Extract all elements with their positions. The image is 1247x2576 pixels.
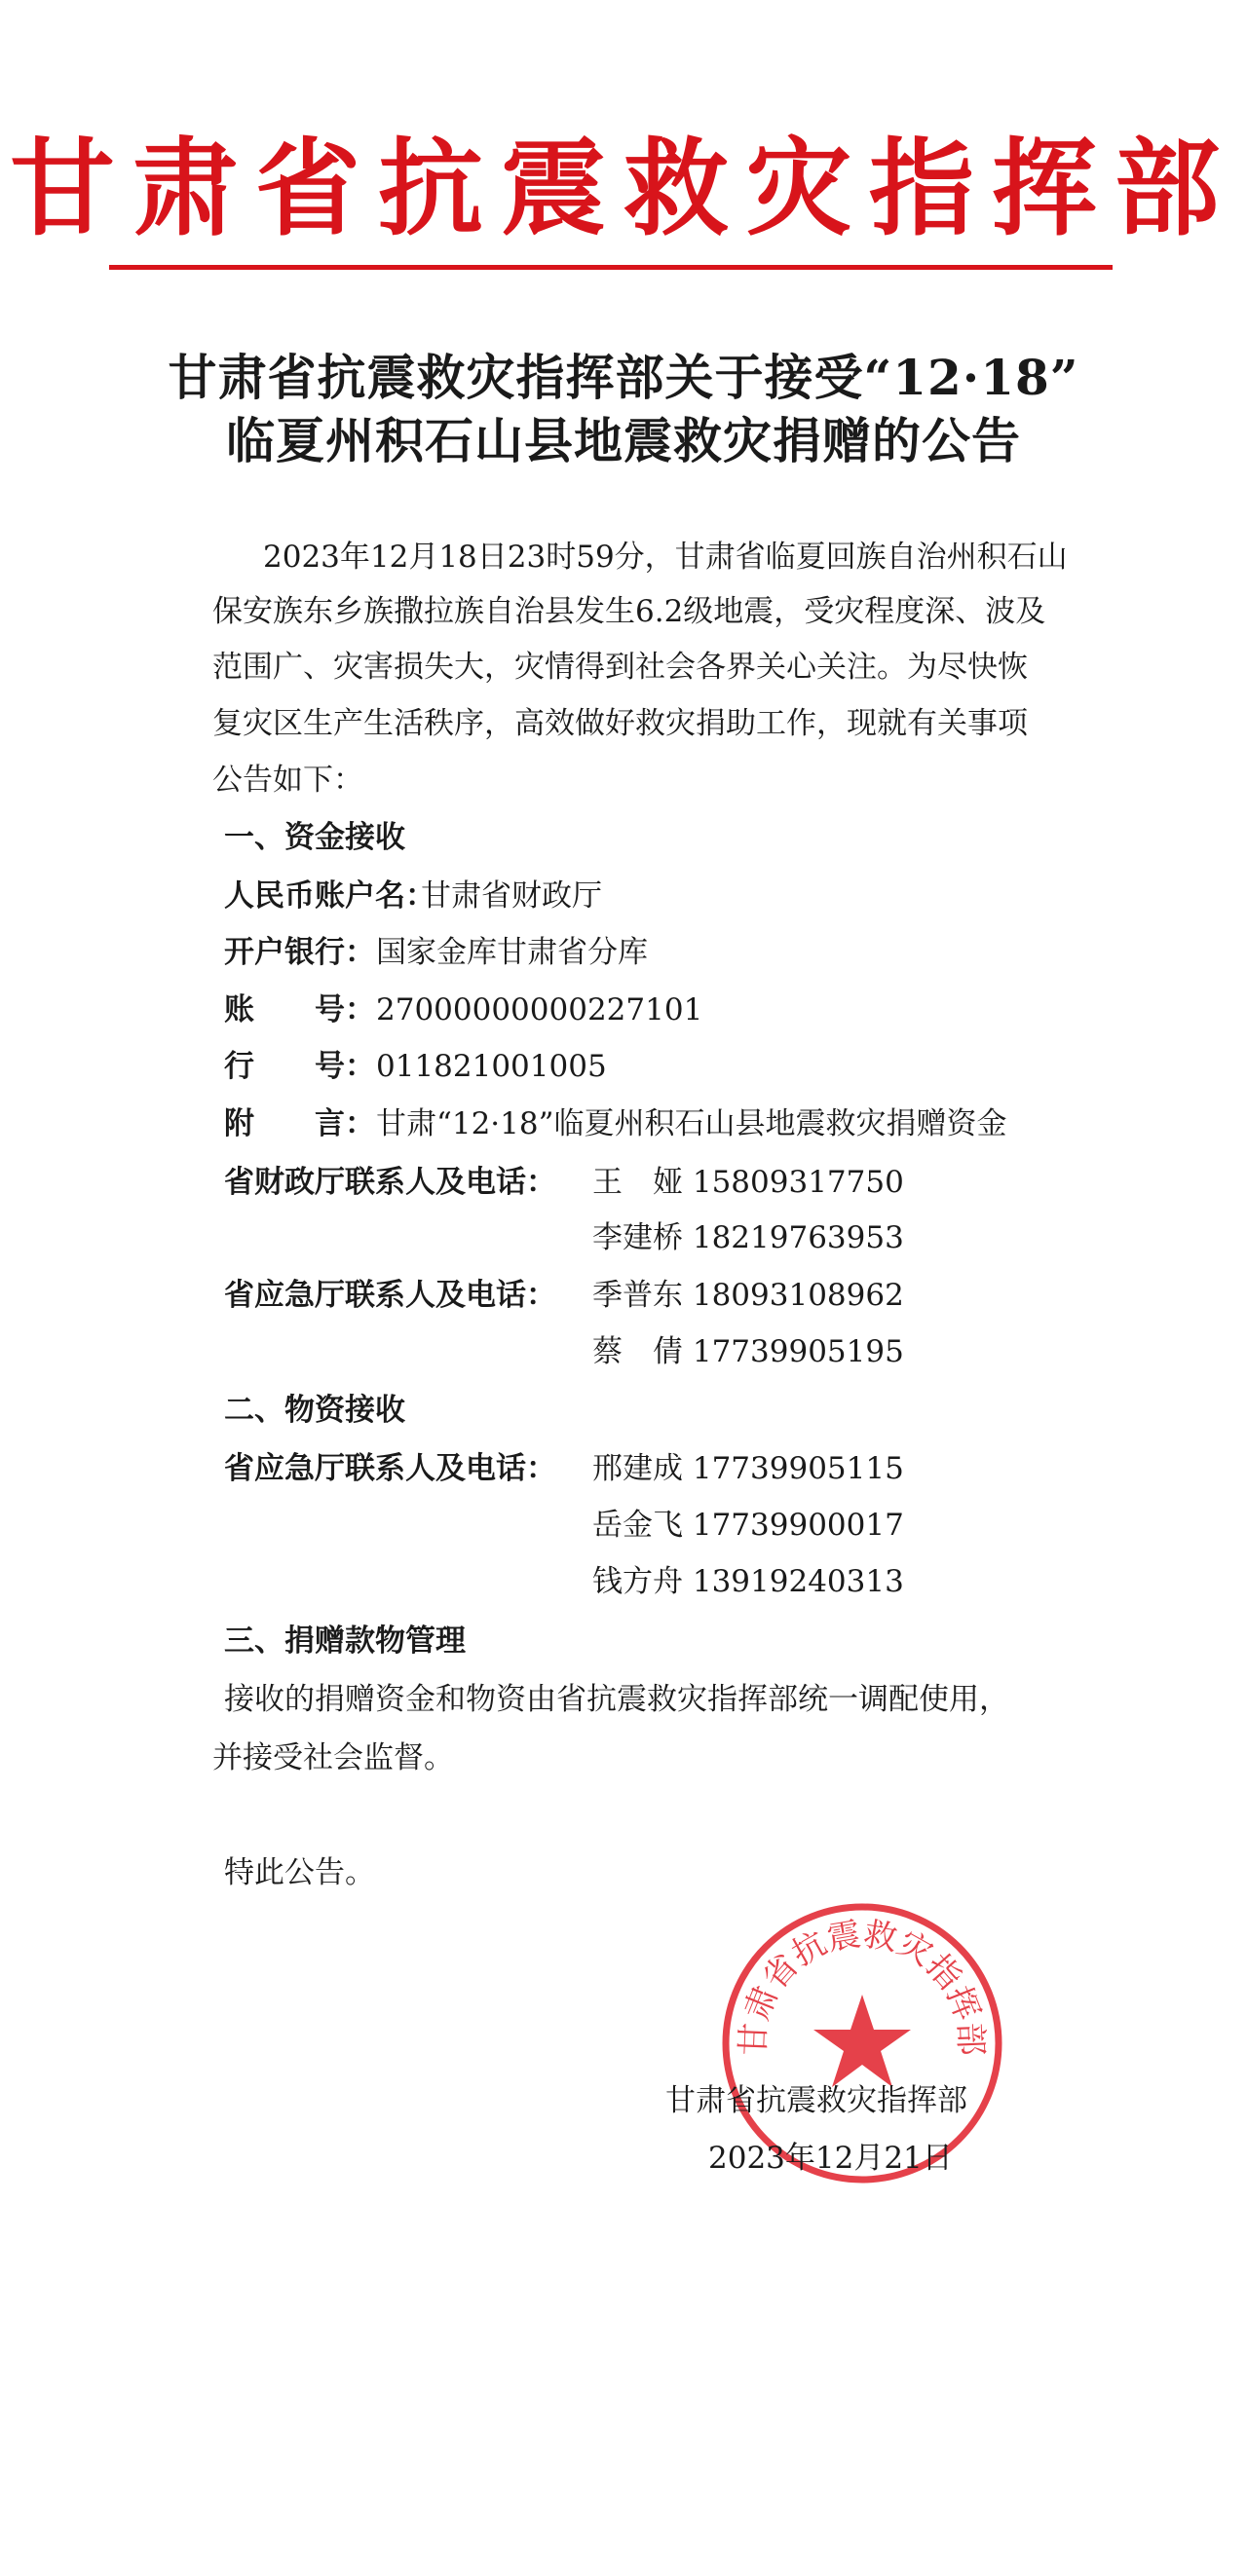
account-number-label: 账 号： (224, 992, 375, 1027)
supplies-contact-2: 岳金飞 17739900017 (592, 1508, 904, 1543)
emergency-contact-1: 季普东 18093108962 (592, 1278, 904, 1313)
supplies-contact-3: 钱方舟 13919240313 (592, 1564, 904, 1599)
finance-contact-2: 李建桥 18219763953 (592, 1220, 904, 1255)
section-2-heading: 二、物资接收 (224, 1393, 405, 1428)
seal-text: 甘肃省抗震救灾指挥部 (734, 1915, 991, 2057)
masthead-title: 甘肃省抗震救灾指挥部 (9, 128, 1237, 250)
document-title-line-2: 临夏州积石山县地震救灾捐赠的公告 (226, 412, 1021, 469)
emergency-contact-2: 蔡 倩 17739905195 (592, 1334, 904, 1369)
account-name-label: 人民币账户名： (224, 878, 435, 914)
signature-organization: 甘肃省抗震救灾指挥部 (665, 2083, 967, 2118)
intro-line-2: 保安族东乡族撒拉族自治县发生6.2级地震，受灾程度深、波及 (212, 594, 1046, 629)
intro-line-5: 公告如下： (212, 763, 363, 798)
intro-line-4: 复灾区生产生活秩序，高效做好救灾捐助工作，现就有关事项 (212, 706, 1028, 741)
masthead-red-rule (109, 265, 1113, 270)
account-number-value: 27000000000227101 (376, 992, 703, 1027)
document-title-line-1: 甘肃省抗震救灾指挥部关于接受“12·18” (168, 349, 1079, 406)
remark-value: 甘肃“12·18”临夏州积石山县地震救灾捐赠资金 (376, 1106, 1007, 1141)
section-1-heading: 一、资金接收 (224, 820, 405, 855)
seal-star-icon (813, 1995, 911, 2087)
intro-line-3: 范围广、灾害损失大，灾情得到社会各界关心关注。为尽快恢 (212, 650, 1028, 685)
supplies-contact-1: 邢建成 17739905115 (592, 1451, 904, 1486)
bank-code-value: 011821001005 (376, 1049, 607, 1084)
section-3-heading: 三、捐赠款物管理 (224, 1624, 466, 1659)
account-name-value: 甘肃省财政厅 (421, 878, 602, 914)
finance-contact-label: 省财政厅联系人及电话： (224, 1165, 556, 1200)
bank-label: 开户银行： (224, 935, 375, 970)
finance-contact-1: 王 娅 15809317750 (592, 1165, 904, 1200)
signature-date: 2023年12月21日 (708, 2141, 953, 2176)
section-3-body-line-1: 接收的捐赠资金和物资由省抗震救灾指挥部统一调配使用， (224, 1682, 1009, 1717)
supplies-contact-label: 省应急厅联系人及电话： (224, 1451, 556, 1486)
intro-line-1: 2023年12月18日23时59分，甘肃省临夏回族自治州积石山 (263, 540, 1068, 575)
closing-statement: 特此公告。 (224, 1855, 375, 1890)
bank-value: 国家金库甘肃省分库 (376, 935, 648, 970)
bank-code-label: 行 号： (224, 1049, 375, 1084)
section-3-body-line-2: 并接受社会监督。 (212, 1740, 454, 1775)
emergency-contact-label: 省应急厅联系人及电话： (224, 1278, 556, 1313)
remark-label: 附 言： (224, 1106, 375, 1141)
